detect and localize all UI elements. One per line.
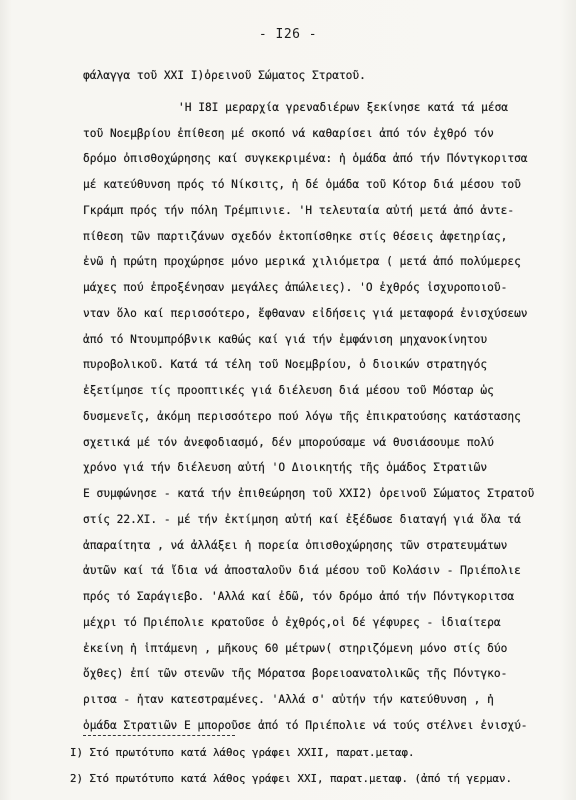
text-line: μέ κατεύθυνση πρός τό Νίκσιτς, ἡ δέ ὁμάδα τοῦ Κότορ διά μέσου τοῦ: [83, 178, 521, 191]
text-line: ὁμάδα Στρατιῶν E μποροῦσε ἀπό τό Πριέπολιε νά τούς στέλνει ἐνισχύ-: [83, 719, 528, 732]
text-line: Γκράμπ πρός τήν πόλη Τρέμπινιε. 'Η τελευταία αὐτή μετά ἀπό ἀντε-: [83, 204, 515, 217]
text-line: ἐκείνη ἡ ἱπτάμενη , μῆκους 60 μέτρων( στηριζόμενη μόνο στίς δύο: [83, 642, 508, 655]
text-line: δρόμο ὀπισθοχώρησης καί συγκεκριμένα: ἡ ὁμάδα ἀπό τήν Πόντγκοριτσα: [83, 152, 528, 165]
text-line: ἐξετίμησε τίς προοπτικές γιά διέλευση διά μέσου τοῦ Μόσταρ ὡς: [83, 384, 494, 397]
text-line: φάλαγγα τοῦ XXI I)ὀρεινοῦ Σώματος Στρατοῦ.: [83, 69, 366, 82]
text-line: πίθεση τῶν παρτιζάνων σχεδόν ἐκτοπίσθηκε στίς θέσεις ἀφετηρίας,: [83, 230, 508, 243]
text-line: σχετικά μέ τόν ἀνεφοδιασμό, δέν μπορούσαμε νά θυσιάσουμε πολύ: [83, 436, 494, 449]
text-line: ριτσα - ἦταν κατεστραμένες. 'Αλλά σ' αὐτήν τήν κατεύθυνση , ἡ: [83, 693, 494, 706]
text-line: ἀπαραίτητα , νά ἀλλάξει ἡ πορεία ὀπισθοχώρησης τῶν στρατευμάτων: [83, 539, 508, 552]
text-line: E συμφώνησε - κατά τήν ἐπιθεώρηση τοῦ XXI2) ὀρεινοῦ Σώματος Στρατοῦ: [83, 487, 535, 500]
text-line: 'Η I8I μεραρχία γρεναδιέρων ξεκίνησε κατά τά μέσα: [178, 101, 509, 114]
text-line: πυροβολικοῦ. Κατά τά τέλη τοῦ Νοεμβρίου, ὁ διοικών στρατηγός: [83, 358, 488, 371]
text-line: ἀπό τό Ντουμπρόβνικ καθώς καί γιά τήν ἐμφάνιση μηχανοκίνητου: [83, 333, 488, 346]
footnote-separator: [83, 735, 235, 736]
text-line: χρόνο γιά τήν διέλευση αὐτή 'Ο Διοικητής τῆς ὁμάδος Στρατιῶν: [83, 461, 488, 474]
text-line: νταν ὅλο καί περισσότερο, ἔφθαναν εἰδήσεις γιά μεταφορά ἐνισχύσεων: [83, 307, 528, 320]
text-line: ὄχθες) ἐπί τῶν στενῶν τῆς Μόρατσα βορειοανατολικῶς τῆς Πόντγκο-: [83, 667, 508, 680]
text-line: ἀυτῶν καί τά ἴδια νά ἀποσταλοῦν διά μέσου τοῦ Κολάσιν - Πριέπολιε: [83, 564, 521, 577]
text-line: στίς 22.XI. - μέ τήν ἐκτίμηση αὐτή καί ἐξέδωσε διαταγή γιά ὅλα τά: [83, 513, 521, 526]
text-line: ἐνῶ ἡ πρώτη προχώρησε μόνο μερικά χιλιόμετρα ( μετά ἀπό πολύμερες: [83, 255, 521, 268]
text-line: μάχες πού ἐπροξένησαν μεγάλες ἀπώλειες). 'Ο ἐχθρός ἰσχυροποιοῦ-: [83, 281, 508, 294]
text-line: τοῦ Νοεμβρίου ἐπίθεση μέ σκοπό νά καθαρίσει ἀπό τόν ἐχθρό τόν: [83, 127, 494, 140]
footnote-1: I) Στό πρωτότυπο κατά λάθος γράφει XXII, παρατ.μεταφ.: [70, 746, 415, 759]
text-line: δυσμενεῖς, ἀκόμη περισσότερο πού λόγω τῆς ἐπικρατούσης κατάστασης: [83, 410, 521, 423]
text-line: πρός τό Σαράγιεβο. 'Αλλά καί ἐδῶ, τόν δρόμο ἀπό τήν Πόντγκοριτσα: [83, 590, 515, 603]
page-number: - I26 -: [258, 27, 318, 42]
text-line: μέχρι τό Πριέπολιε κρατοῦσε ὁ ἐχθρός,οἱ δέ γέφυρες - ἰδιαίτερα: [83, 616, 501, 629]
footnote-2: 2) Στό πρωτότυπο κατά λάθος γράφει XXI, παρατ.μεταφ. (ἀπό τή γερμαν.: [70, 772, 513, 785]
